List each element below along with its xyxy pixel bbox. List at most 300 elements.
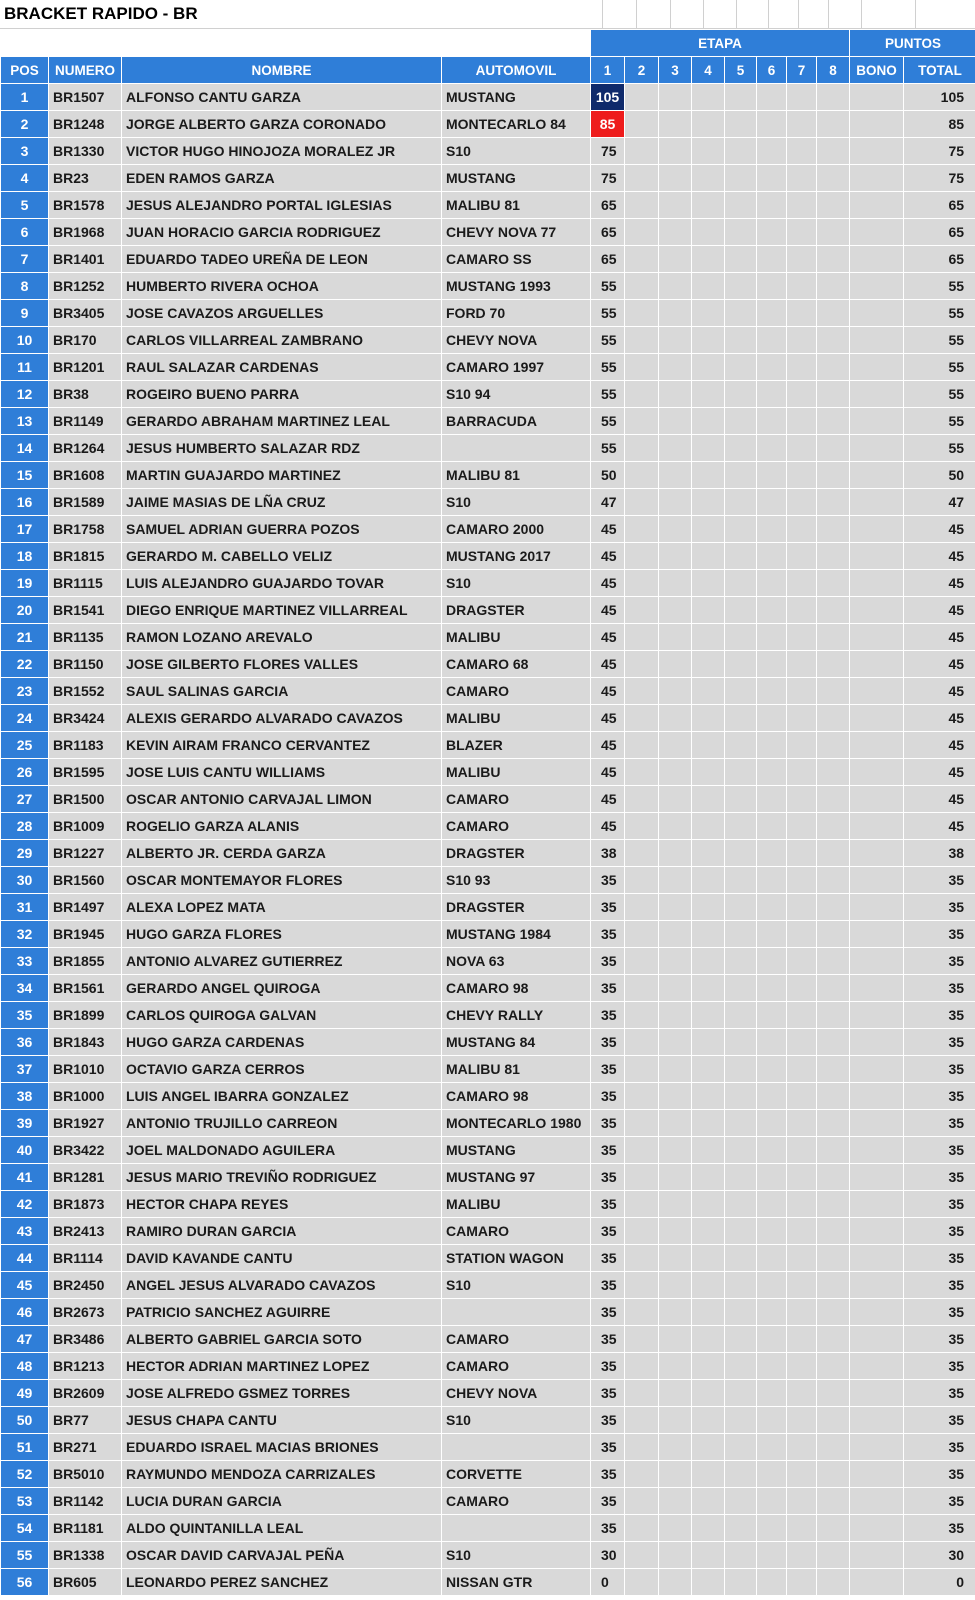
nombre-cell: SAUL SALINAS GARCIA bbox=[122, 678, 442, 705]
etapa-4-cell bbox=[692, 1164, 725, 1191]
table-row bbox=[1, 111, 975, 138]
etapa-5-cell bbox=[725, 408, 757, 435]
total-cell: 55 bbox=[904, 273, 975, 300]
nombre-cell: LEONARDO PEREZ SANCHEZ bbox=[122, 1569, 442, 1596]
etapa-1-cell: 55 bbox=[591, 435, 625, 462]
table-row bbox=[1, 921, 975, 948]
col-header-numero: NUMERO bbox=[49, 57, 122, 84]
etapa-1-cell: 35 bbox=[591, 1299, 625, 1326]
bono-cell bbox=[850, 678, 904, 705]
nombre-cell: LUIS ALEJANDRO GUAJARDO TOVAR bbox=[122, 570, 442, 597]
bono-cell bbox=[850, 921, 904, 948]
numero-cell: BR1552 bbox=[49, 678, 122, 705]
pos-cell: 40 bbox=[1, 1137, 49, 1164]
etapa-6-cell bbox=[757, 840, 787, 867]
etapa-3-cell bbox=[659, 1407, 692, 1434]
etapa-3-cell bbox=[659, 1353, 692, 1380]
numero-cell: BR1815 bbox=[49, 543, 122, 570]
col-header-pos: POS bbox=[1, 57, 49, 84]
table-row bbox=[1, 705, 975, 732]
etapa-5-cell bbox=[725, 246, 757, 273]
automovil-cell: CAMARO 98 bbox=[442, 975, 591, 1002]
table-row bbox=[1, 651, 975, 678]
etapa-4-cell bbox=[692, 732, 725, 759]
etapa-3-cell bbox=[659, 705, 692, 732]
etapa-5-cell bbox=[725, 867, 757, 894]
etapa-3-cell bbox=[659, 867, 692, 894]
total-cell: 45 bbox=[904, 624, 975, 651]
numero-cell: BR1608 bbox=[49, 462, 122, 489]
total-cell: 65 bbox=[904, 192, 975, 219]
nombre-cell: GERARDO ABRAHAM MARTINEZ LEAL bbox=[122, 408, 442, 435]
etapa-6-cell bbox=[757, 1137, 787, 1164]
etapa-3-cell bbox=[659, 354, 692, 381]
etapa-8-cell bbox=[817, 84, 850, 111]
etapa-1-cell: 45 bbox=[591, 813, 625, 840]
pos-cell: 23 bbox=[1, 678, 49, 705]
etapa-1-cell: 45 bbox=[591, 759, 625, 786]
numero-cell: BR1201 bbox=[49, 354, 122, 381]
numero-cell: BR1338 bbox=[49, 1542, 122, 1569]
etapa-2-cell bbox=[625, 1245, 659, 1272]
etapa-7-cell bbox=[787, 948, 817, 975]
etapa-4-cell bbox=[692, 1515, 725, 1542]
etapa-5-cell bbox=[725, 759, 757, 786]
etapa-1-cell: 35 bbox=[591, 1434, 625, 1461]
automovil-cell: CAMARO bbox=[442, 813, 591, 840]
automovil-cell: S10 bbox=[442, 1272, 591, 1299]
total-cell: 35 bbox=[904, 948, 975, 975]
nombre-cell: JOSE ALFREDO GSMEZ TORRES bbox=[122, 1380, 442, 1407]
total-cell: 35 bbox=[904, 1164, 975, 1191]
bono-cell bbox=[850, 1110, 904, 1137]
etapa-1-cell: 85 bbox=[591, 111, 625, 138]
etapa-3-cell bbox=[659, 408, 692, 435]
etapa-1-cell: 35 bbox=[591, 1461, 625, 1488]
etapa-4-cell bbox=[692, 1137, 725, 1164]
etapa-3-cell bbox=[659, 975, 692, 1002]
etapa-7-cell bbox=[787, 165, 817, 192]
etapa-8-cell bbox=[817, 489, 850, 516]
etapa-4-cell bbox=[692, 867, 725, 894]
etapa-8-cell bbox=[817, 408, 850, 435]
numero-cell: BR605 bbox=[49, 1569, 122, 1596]
nombre-cell: DAVID KAVANDE CANTU bbox=[122, 1245, 442, 1272]
etapa-6-cell bbox=[757, 138, 787, 165]
etapa-7-cell bbox=[787, 1326, 817, 1353]
etapa-4-cell bbox=[692, 1002, 725, 1029]
etapa-6-cell bbox=[757, 1164, 787, 1191]
total-cell: 35 bbox=[904, 1353, 975, 1380]
total-cell: 85 bbox=[904, 111, 975, 138]
col-header-nombre: NOMBRE bbox=[122, 57, 442, 84]
pos-cell: 24 bbox=[1, 705, 49, 732]
pos-cell: 30 bbox=[1, 867, 49, 894]
pos-cell: 55 bbox=[1, 1542, 49, 1569]
etapa-5-cell bbox=[725, 273, 757, 300]
automovil-cell: CAMARO 1997 bbox=[442, 354, 591, 381]
etapa-6-cell bbox=[757, 570, 787, 597]
etapa-3-cell bbox=[659, 84, 692, 111]
etapa-4-cell bbox=[692, 462, 725, 489]
etapa-1-cell: 105 bbox=[591, 84, 625, 111]
nombre-cell: JORGE ALBERTO GARZA CORONADO bbox=[122, 111, 442, 138]
etapa-4-cell bbox=[692, 894, 725, 921]
bono-cell bbox=[850, 84, 904, 111]
etapa-2-cell bbox=[625, 651, 659, 678]
etapa-3-cell bbox=[659, 543, 692, 570]
etapa-1-cell: 35 bbox=[591, 867, 625, 894]
numero-cell: BR1264 bbox=[49, 435, 122, 462]
etapa-1-cell: 55 bbox=[591, 354, 625, 381]
col-header-bono: BONO bbox=[850, 57, 904, 84]
etapa-1-cell: 45 bbox=[591, 705, 625, 732]
bono-cell bbox=[850, 975, 904, 1002]
etapa-6-cell bbox=[757, 1218, 787, 1245]
table-row bbox=[1, 516, 975, 543]
total-cell: 45 bbox=[904, 597, 975, 624]
total-cell: 47 bbox=[904, 489, 975, 516]
etapa-5-cell bbox=[725, 1488, 757, 1515]
etapa-4-cell bbox=[692, 327, 725, 354]
etapa-3-cell bbox=[659, 1056, 692, 1083]
etapa-4-cell bbox=[692, 975, 725, 1002]
total-cell: 45 bbox=[904, 786, 975, 813]
pos-cell: 33 bbox=[1, 948, 49, 975]
etapa-5-cell bbox=[725, 84, 757, 111]
etapa-6-cell bbox=[757, 543, 787, 570]
etapa-4-cell bbox=[692, 408, 725, 435]
etapa-8-cell bbox=[817, 570, 850, 597]
automovil-cell: MONTECARLO 1980 bbox=[442, 1110, 591, 1137]
numero-cell: BR38 bbox=[49, 381, 122, 408]
etapa-4-cell bbox=[692, 651, 725, 678]
etapa-6-cell bbox=[757, 246, 787, 273]
etapa-3-cell bbox=[659, 732, 692, 759]
pos-cell: 35 bbox=[1, 1002, 49, 1029]
numero-cell: BR1183 bbox=[49, 732, 122, 759]
etapa-7-cell bbox=[787, 1002, 817, 1029]
etapa-5-cell bbox=[725, 570, 757, 597]
etapa-4-cell bbox=[692, 624, 725, 651]
table-row bbox=[1, 192, 975, 219]
numero-cell: BR1142 bbox=[49, 1488, 122, 1515]
etapa-3-cell bbox=[659, 327, 692, 354]
etapa-7-cell bbox=[787, 975, 817, 1002]
etapa-3-cell bbox=[659, 1029, 692, 1056]
etapa-7-cell bbox=[787, 1110, 817, 1137]
etapa-1-cell: 45 bbox=[591, 651, 625, 678]
etapa-8-cell bbox=[817, 1002, 850, 1029]
automovil-cell: CAMARO bbox=[442, 1326, 591, 1353]
etapa-1-cell: 55 bbox=[591, 327, 625, 354]
etapa-8-cell bbox=[817, 1218, 850, 1245]
nombre-cell: ROGEIRO BUENO PARRA bbox=[122, 381, 442, 408]
table-row bbox=[1, 624, 975, 651]
etapa-4-cell bbox=[692, 273, 725, 300]
automovil-cell: MUSTANG 84 bbox=[442, 1029, 591, 1056]
etapa-5-cell bbox=[725, 516, 757, 543]
etapa-4-cell bbox=[692, 1218, 725, 1245]
etapa-4-cell bbox=[692, 1434, 725, 1461]
etapa-4-cell bbox=[692, 435, 725, 462]
bono-cell bbox=[850, 570, 904, 597]
etapa-8-cell bbox=[817, 138, 850, 165]
numero-cell: BR1945 bbox=[49, 921, 122, 948]
bono-cell bbox=[850, 1056, 904, 1083]
etapa-4-cell bbox=[692, 300, 725, 327]
etapa-7-cell bbox=[787, 246, 817, 273]
etapa-5-cell bbox=[725, 1515, 757, 1542]
total-cell: 55 bbox=[904, 327, 975, 354]
etapa-3-cell bbox=[659, 840, 692, 867]
nombre-cell: EDUARDO TADEO UREÑA DE LEON bbox=[122, 246, 442, 273]
etapa-3-cell bbox=[659, 138, 692, 165]
etapa-5-cell bbox=[725, 1407, 757, 1434]
etapa-4-cell bbox=[692, 381, 725, 408]
etapa-1-cell: 45 bbox=[591, 786, 625, 813]
etapa-6-cell bbox=[757, 867, 787, 894]
etapa-8-cell bbox=[817, 462, 850, 489]
etapa-8-cell bbox=[817, 759, 850, 786]
total-cell: 55 bbox=[904, 435, 975, 462]
pos-cell: 45 bbox=[1, 1272, 49, 1299]
total-cell: 35 bbox=[904, 894, 975, 921]
automovil-cell: S10 bbox=[442, 1407, 591, 1434]
etapa-2-cell bbox=[625, 435, 659, 462]
pos-cell: 9 bbox=[1, 300, 49, 327]
etapa-3-cell bbox=[659, 813, 692, 840]
etapa-6-cell bbox=[757, 1083, 787, 1110]
nombre-cell: HUMBERTO RIVERA OCHOA bbox=[122, 273, 442, 300]
table-row bbox=[1, 1137, 975, 1164]
total-cell: 38 bbox=[904, 840, 975, 867]
numero-cell: BR1150 bbox=[49, 651, 122, 678]
etapa-6-cell bbox=[757, 732, 787, 759]
column-header-row bbox=[1, 57, 975, 84]
etapa-8-cell bbox=[817, 1299, 850, 1326]
numero-cell: BR1843 bbox=[49, 1029, 122, 1056]
table-row bbox=[1, 1434, 975, 1461]
table-row bbox=[1, 1353, 975, 1380]
etapa-5-cell bbox=[725, 678, 757, 705]
pos-cell: 3 bbox=[1, 138, 49, 165]
numero-cell: BR271 bbox=[49, 1434, 122, 1461]
etapa-3-cell bbox=[659, 1299, 692, 1326]
table-row bbox=[1, 948, 975, 975]
etapa-8-cell bbox=[817, 705, 850, 732]
etapa-5-cell bbox=[725, 624, 757, 651]
etapa-6-cell bbox=[757, 1002, 787, 1029]
total-cell: 75 bbox=[904, 138, 975, 165]
nombre-cell: LUIS ANGEL IBARRA GONZALEZ bbox=[122, 1083, 442, 1110]
etapa-5-cell bbox=[725, 381, 757, 408]
automovil-cell: MALIBU 81 bbox=[442, 192, 591, 219]
table-row bbox=[1, 1461, 975, 1488]
etapa-2-cell bbox=[625, 1569, 659, 1596]
etapa-8-cell bbox=[817, 732, 850, 759]
table-row bbox=[1, 1272, 975, 1299]
etapa-3-cell bbox=[659, 624, 692, 651]
etapa-4-cell bbox=[692, 1326, 725, 1353]
table-row bbox=[1, 597, 975, 624]
automovil-cell: DRAGSTER bbox=[442, 597, 591, 624]
total-cell: 30 bbox=[904, 1542, 975, 1569]
automovil-cell: S10 bbox=[442, 489, 591, 516]
etapa-3-cell bbox=[659, 921, 692, 948]
etapa-7-cell bbox=[787, 1245, 817, 1272]
table-row bbox=[1, 1056, 975, 1083]
etapa-6-cell bbox=[757, 435, 787, 462]
nombre-cell: ALBERTO GABRIEL GARCIA SOTO bbox=[122, 1326, 442, 1353]
numero-cell: BR1252 bbox=[49, 273, 122, 300]
etapa-2-cell bbox=[625, 813, 659, 840]
bono-cell bbox=[850, 516, 904, 543]
etapa-3-cell bbox=[659, 570, 692, 597]
pos-cell: 49 bbox=[1, 1380, 49, 1407]
nombre-cell: ANGEL JESUS ALVARADO CAVAZOS bbox=[122, 1272, 442, 1299]
etapa-5-cell bbox=[725, 543, 757, 570]
bono-cell bbox=[850, 1380, 904, 1407]
bono-cell bbox=[850, 1245, 904, 1272]
etapa-7-cell bbox=[787, 327, 817, 354]
etapa-8-cell bbox=[817, 1488, 850, 1515]
nombre-cell: OCTAVIO GARZA CERROS bbox=[122, 1056, 442, 1083]
bono-cell bbox=[850, 813, 904, 840]
bono-cell bbox=[850, 273, 904, 300]
table-row bbox=[1, 786, 975, 813]
col-header-automovil: AUTOMOVIL bbox=[442, 57, 591, 84]
etapa-5-cell bbox=[725, 1353, 757, 1380]
automovil-cell: MUSTANG 1993 bbox=[442, 273, 591, 300]
etapa-7-cell bbox=[787, 786, 817, 813]
etapa-5-cell bbox=[725, 597, 757, 624]
etapa-2-cell bbox=[625, 678, 659, 705]
bono-cell bbox=[850, 354, 904, 381]
etapa-5-cell bbox=[725, 894, 757, 921]
numero-cell: BR1560 bbox=[49, 867, 122, 894]
etapa-6-cell bbox=[757, 651, 787, 678]
etapa-4-cell bbox=[692, 840, 725, 867]
numero-cell: BR1248 bbox=[49, 111, 122, 138]
etapa-7-cell bbox=[787, 408, 817, 435]
etapa-8-cell bbox=[817, 543, 850, 570]
numero-cell: BR1213 bbox=[49, 1353, 122, 1380]
etapa-6-cell bbox=[757, 1407, 787, 1434]
total-cell: 55 bbox=[904, 300, 975, 327]
total-cell: 50 bbox=[904, 462, 975, 489]
etapa-7-cell bbox=[787, 273, 817, 300]
automovil-cell bbox=[442, 1434, 591, 1461]
etapa-4-cell bbox=[692, 921, 725, 948]
etapa-4-cell bbox=[692, 1569, 725, 1596]
title-gridlines bbox=[602, 0, 975, 28]
etapa-6-cell bbox=[757, 462, 787, 489]
numero-cell: BR1873 bbox=[49, 1191, 122, 1218]
table-row bbox=[1, 678, 975, 705]
table-row bbox=[1, 813, 975, 840]
automovil-cell: MALIBU bbox=[442, 624, 591, 651]
etapa-3-cell bbox=[659, 1245, 692, 1272]
etapa-8-cell bbox=[817, 327, 850, 354]
table-row bbox=[1, 489, 975, 516]
etapa-4-cell bbox=[692, 1488, 725, 1515]
bono-cell bbox=[850, 1218, 904, 1245]
etapa-7-cell bbox=[787, 435, 817, 462]
automovil-cell: STATION WAGON bbox=[442, 1245, 591, 1272]
etapa-7-cell bbox=[787, 1569, 817, 1596]
etapa-3-cell bbox=[659, 435, 692, 462]
etapa-8-cell bbox=[817, 435, 850, 462]
etapa-8-cell bbox=[817, 1461, 850, 1488]
etapa-4-cell bbox=[692, 948, 725, 975]
etapa-4-cell bbox=[692, 219, 725, 246]
bono-cell bbox=[850, 1434, 904, 1461]
etapa-7-cell bbox=[787, 381, 817, 408]
etapa-4-cell bbox=[692, 1299, 725, 1326]
col-header-etapa-1: 1 bbox=[591, 57, 625, 84]
numero-cell: BR3405 bbox=[49, 300, 122, 327]
etapa-7-cell bbox=[787, 462, 817, 489]
etapa-8-cell bbox=[817, 1137, 850, 1164]
etapa-8-cell bbox=[817, 300, 850, 327]
etapa-2-cell bbox=[625, 543, 659, 570]
etapa-7-cell bbox=[787, 1164, 817, 1191]
etapa-5-cell bbox=[725, 1461, 757, 1488]
etapa-5-cell bbox=[725, 1245, 757, 1272]
numero-cell: BR1114 bbox=[49, 1245, 122, 1272]
etapa-3-cell bbox=[659, 489, 692, 516]
bono-cell bbox=[850, 948, 904, 975]
numero-cell: BR1578 bbox=[49, 192, 122, 219]
automovil-cell: MUSTANG 1984 bbox=[442, 921, 591, 948]
etapa-7-cell bbox=[787, 489, 817, 516]
etapa-7-cell bbox=[787, 1434, 817, 1461]
etapa-3-cell bbox=[659, 1137, 692, 1164]
etapa-7-cell bbox=[787, 813, 817, 840]
bono-cell bbox=[850, 705, 904, 732]
etapa-3-cell bbox=[659, 273, 692, 300]
total-cell: 35 bbox=[904, 1137, 975, 1164]
table-row bbox=[1, 219, 975, 246]
total-cell: 35 bbox=[904, 921, 975, 948]
pos-cell: 14 bbox=[1, 435, 49, 462]
pos-cell: 7 bbox=[1, 246, 49, 273]
etapa-7-cell bbox=[787, 1515, 817, 1542]
etapa-8-cell bbox=[817, 1056, 850, 1083]
etapa-7-cell bbox=[787, 543, 817, 570]
etapa-7-cell bbox=[787, 1299, 817, 1326]
total-cell: 35 bbox=[904, 1461, 975, 1488]
etapa-5-cell bbox=[725, 1272, 757, 1299]
etapa-3-cell bbox=[659, 1164, 692, 1191]
numero-cell: BR1899 bbox=[49, 1002, 122, 1029]
etapa-8-cell bbox=[817, 921, 850, 948]
etapa-6-cell bbox=[757, 759, 787, 786]
automovil-cell: MONTECARLO 84 bbox=[442, 111, 591, 138]
automovil-cell: CAMARO bbox=[442, 1488, 591, 1515]
etapa-5-cell bbox=[725, 1299, 757, 1326]
bono-cell bbox=[850, 138, 904, 165]
automovil-cell bbox=[442, 1299, 591, 1326]
etapa-4-cell bbox=[692, 1029, 725, 1056]
bono-cell bbox=[850, 165, 904, 192]
etapa-2-cell bbox=[625, 1218, 659, 1245]
table-row bbox=[1, 300, 975, 327]
etapa-3-cell bbox=[659, 1434, 692, 1461]
etapa-1-cell: 35 bbox=[591, 1326, 625, 1353]
etapa-4-cell bbox=[692, 111, 725, 138]
